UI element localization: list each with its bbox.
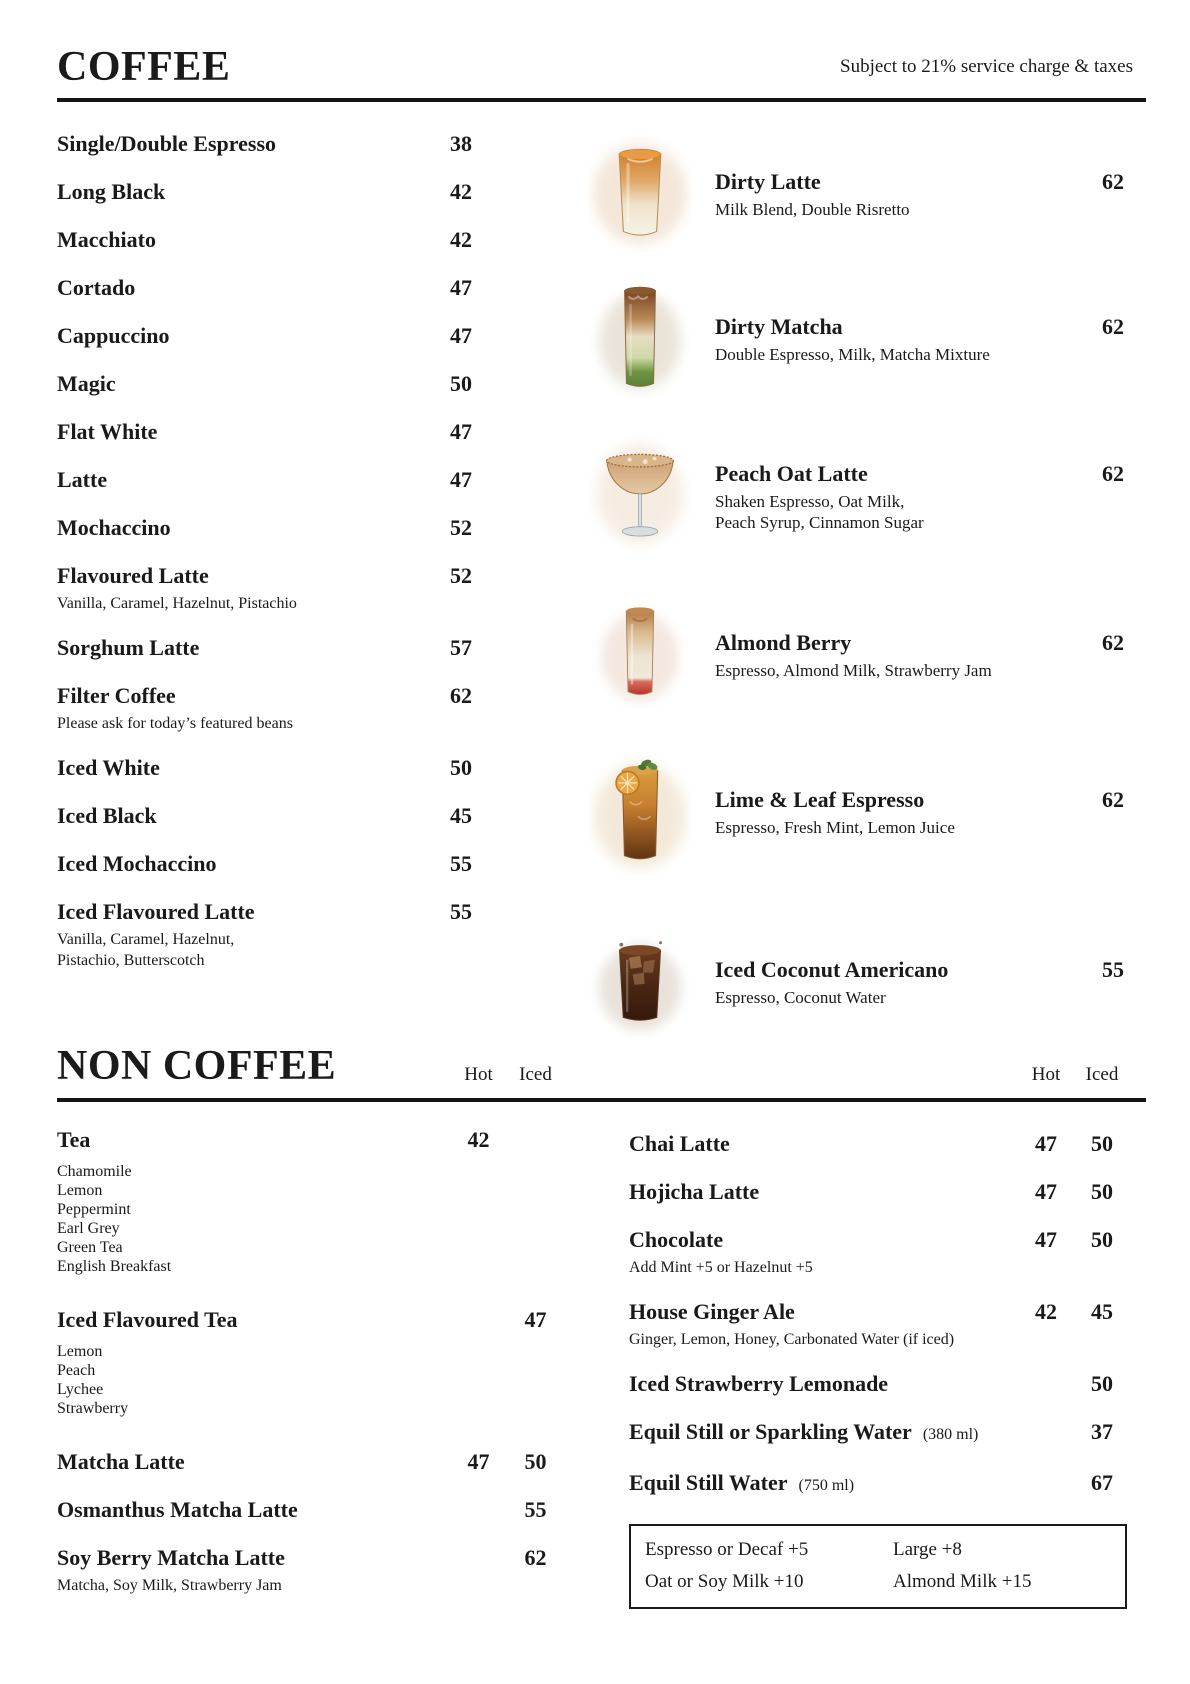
service-charge-note: Subject to 21% service charge & taxes [840, 56, 1133, 77]
item-price: 55 [450, 851, 472, 876]
dirty-matcha-illustration-icon [565, 281, 715, 397]
item-name: Magic [57, 371, 116, 396]
menu-item [629, 1418, 1130, 1449]
featured-price: 62 [1102, 630, 1124, 655]
item-prices [1018, 1418, 1130, 1446]
item-price: 45 [450, 803, 472, 828]
item-name: Iced Mochaccino [57, 851, 217, 876]
featured-price: 62 [1102, 787, 1124, 812]
hot-price [1018, 1418, 1074, 1446]
featured-item [565, 280, 1124, 398]
iced-price: 62 [524, 1545, 547, 1570]
iced-price: 55 [524, 1497, 547, 1522]
item-name: Single/Double Espresso [57, 131, 277, 156]
item-size: (380 ml) [922, 1426, 979, 1443]
menu-item [57, 1448, 564, 1476]
item-prices [450, 1544, 564, 1572]
menu-item [629, 1469, 1130, 1500]
hot-price: 47 [1035, 1131, 1057, 1156]
item-price: 52 [450, 563, 472, 588]
featured-price: 62 [1102, 460, 1124, 486]
menu-item [629, 1298, 1130, 1350]
menu-item [57, 226, 472, 254]
coffee-section-title: COFFEE [57, 44, 231, 90]
item-price: 47 [450, 275, 472, 300]
menu-item [629, 1130, 1130, 1158]
item-price: 55 [450, 899, 472, 924]
item-prices [1018, 1298, 1130, 1326]
item-prices [1018, 1469, 1130, 1497]
featured-item [565, 740, 1124, 884]
featured-desc: Shaken Espresso, Oat Milk, [715, 491, 905, 511]
featured-desc: Espresso, Almond Milk, Strawberry Jam [715, 661, 992, 680]
item-note: Matcha, Soy Milk, Strawberry Jam [57, 1577, 282, 1594]
item-name: Cappuccino [57, 323, 170, 348]
item-variants: Lemon Peach Lychee Strawberry [57, 1343, 129, 1417]
item-size: (750 ml) [798, 1477, 855, 1494]
item-name: Iced Flavoured Latte [57, 899, 255, 924]
iced-price: 47 [524, 1307, 547, 1332]
featured-desc: Peach Syrup, Cinnamon Sugar [715, 512, 924, 532]
item-name: Cortado [57, 275, 136, 300]
item-note: Please ask for today’s featured beans [57, 715, 293, 732]
menu-item [57, 898, 472, 971]
item-price: 50 [450, 755, 472, 780]
iced-price: 50 [1091, 1179, 1113, 1204]
hot-price: 42 [1035, 1299, 1057, 1324]
menu-item [57, 466, 472, 494]
iced-coconut-americano-illustration-icon [565, 926, 715, 1038]
menu-item [57, 514, 472, 542]
item-name: Latte [57, 467, 108, 492]
menu-item [57, 634, 472, 662]
extra-option: Espresso or Decaf +5 [645, 1539, 809, 1560]
iced-price [507, 1126, 564, 1154]
menu-item [57, 418, 472, 446]
peach-oat-latte-illustration-icon [565, 426, 715, 566]
item-name: Soy Berry Matcha Latte [57, 1545, 285, 1570]
iced-price: 50 [524, 1449, 547, 1474]
featured-name: Peach Oat Latte [715, 460, 868, 486]
price-column-headers-right [1018, 1064, 1130, 1086]
featured-name: Dirty Latte [715, 169, 821, 194]
extras-box [629, 1524, 1127, 1609]
featured-desc: Espresso, Fresh Mint, Lemon Juice [715, 818, 955, 837]
dirty-latte-illustration-icon [565, 131, 715, 257]
item-prices [1018, 1178, 1130, 1206]
item-name: Flavoured Latte [57, 563, 209, 588]
item-prices [450, 1126, 564, 1154]
non-coffee-right-column [629, 1130, 1130, 1609]
featured-desc: Milk Blend, Double Risretto [715, 200, 910, 219]
section-divider [57, 1098, 1146, 1102]
menu-item [57, 322, 472, 350]
featured-price: 55 [1102, 957, 1124, 982]
item-price: 42 [450, 227, 472, 252]
item-name: Equil Still or Sparkling Water (380 ml) [629, 1419, 979, 1444]
item-note: Vanilla, Caramel, Hazelnut, [57, 931, 235, 948]
item-name: Hojicha Latte [629, 1179, 760, 1204]
menu-item [57, 130, 472, 158]
non-coffee-left-column [57, 1126, 564, 1616]
section-divider [57, 98, 1146, 102]
extra-option: Oat or Soy Milk +10 [645, 1571, 804, 1592]
item-name: Osmanthus Matcha Latte [57, 1497, 298, 1522]
menu-item [57, 682, 472, 734]
featured-item [565, 598, 1124, 712]
item-note: Add Mint +5 or Hazelnut +5 [629, 1259, 813, 1276]
item-name: Iced Strawberry Lemonade [629, 1371, 889, 1396]
featured-name: Iced Coconut Americano [715, 957, 949, 982]
item-prices [1018, 1370, 1130, 1398]
non-coffee-section-title: NON COFFEE [57, 1043, 337, 1089]
item-note: Pistachio, Butterscotch [57, 952, 205, 969]
extra-option: Almond Milk +15 [893, 1571, 1032, 1592]
hot-price [1018, 1469, 1074, 1497]
featured-price: 62 [1102, 169, 1124, 194]
featured-desc: Espresso, Coconut Water [715, 988, 886, 1007]
item-name: Tea [57, 1127, 91, 1152]
menu-item [629, 1178, 1130, 1206]
almond-berry-illustration-icon [565, 600, 715, 710]
coffee-price-list [57, 130, 472, 991]
hot-price [450, 1544, 507, 1572]
item-name: Long Black [57, 179, 166, 204]
item-price: 47 [450, 323, 472, 348]
hot-price: 47 [467, 1449, 490, 1474]
item-variants: Chamomile Lemon Peppermint Earl Grey Green Tea English Breakfast [57, 1163, 172, 1275]
item-name: Iced Flavoured Tea [57, 1307, 238, 1332]
item-prices [1018, 1130, 1130, 1158]
menu-item [57, 754, 472, 782]
item-name: Iced White [57, 755, 160, 780]
item-name: Equil Still Water (750 ml) [629, 1470, 855, 1495]
menu-item [57, 370, 472, 398]
item-prices [450, 1306, 564, 1334]
item-price: 42 [450, 179, 472, 204]
price-column-headers-left [450, 1064, 564, 1086]
item-price: 62 [450, 683, 472, 708]
iced-price: 67 [1091, 1470, 1113, 1495]
iced-price: 45 [1091, 1299, 1113, 1324]
featured-desc: Double Espresso, Milk, Matcha Mixture [715, 345, 990, 364]
menu-item [57, 1544, 564, 1596]
item-name: Flat White [57, 419, 158, 444]
hot-price [450, 1306, 507, 1334]
hot-price [1018, 1370, 1074, 1398]
hot-price: 47 [1035, 1179, 1057, 1204]
featured-price: 62 [1102, 314, 1124, 339]
menu-item [57, 850, 472, 878]
item-name: Chocolate [629, 1227, 724, 1252]
featured-name: Dirty Matcha [715, 314, 843, 339]
item-name: Mochaccino [57, 515, 171, 540]
hot-price: 47 [1035, 1227, 1057, 1252]
menu-item [57, 1126, 564, 1276]
featured-item [565, 924, 1124, 1040]
iced-price: 50 [1091, 1227, 1113, 1252]
item-name: Iced Black [57, 803, 157, 828]
hot-column-header: Hot [1031, 1064, 1061, 1085]
hot-price [450, 1496, 507, 1524]
item-price: 47 [450, 419, 472, 444]
item-name: House Ginger Ale [629, 1299, 795, 1324]
item-name: Matcha Latte [57, 1449, 185, 1474]
item-name: Sorghum Latte [57, 635, 200, 660]
item-name: Filter Coffee [57, 683, 176, 708]
iced-price: 50 [1091, 1371, 1113, 1396]
extra-option: Large +8 [893, 1539, 962, 1560]
item-note: Ginger, Lemon, Honey, Carbonated Water (if iced) [629, 1331, 955, 1348]
item-note: Vanilla, Caramel, Hazelnut, Pistachio [57, 595, 297, 612]
menu-item [57, 562, 472, 614]
featured-name: Lime & Leaf Espresso [715, 787, 925, 812]
featured-item [565, 422, 1124, 570]
iced-column-header: Iced [1085, 1064, 1119, 1085]
hot-price: 42 [467, 1127, 490, 1152]
menu-item [57, 274, 472, 302]
featured-item [565, 128, 1124, 260]
menu-item [57, 802, 472, 830]
item-price: 38 [450, 131, 472, 156]
item-prices [450, 1448, 564, 1476]
item-name: Chai Latte [629, 1131, 730, 1156]
item-price: 47 [450, 467, 472, 492]
item-price: 50 [450, 371, 472, 396]
iced-column-header: Iced [519, 1064, 552, 1085]
hot-column-header: Hot [464, 1064, 493, 1085]
item-price: 52 [450, 515, 472, 540]
menu-item [57, 1306, 564, 1418]
featured-name: Almond Berry [715, 630, 852, 655]
iced-price: 50 [1091, 1131, 1113, 1156]
item-prices [450, 1496, 564, 1524]
item-prices [1018, 1226, 1130, 1254]
menu-item [629, 1226, 1130, 1278]
lime-leaf-espresso-illustration-icon [565, 743, 715, 881]
menu-item [57, 1496, 564, 1524]
menu-item [57, 178, 472, 206]
item-name: Macchiato [57, 227, 156, 252]
iced-price: 37 [1091, 1419, 1113, 1444]
item-price: 57 [450, 635, 472, 660]
menu-item [629, 1370, 1130, 1398]
